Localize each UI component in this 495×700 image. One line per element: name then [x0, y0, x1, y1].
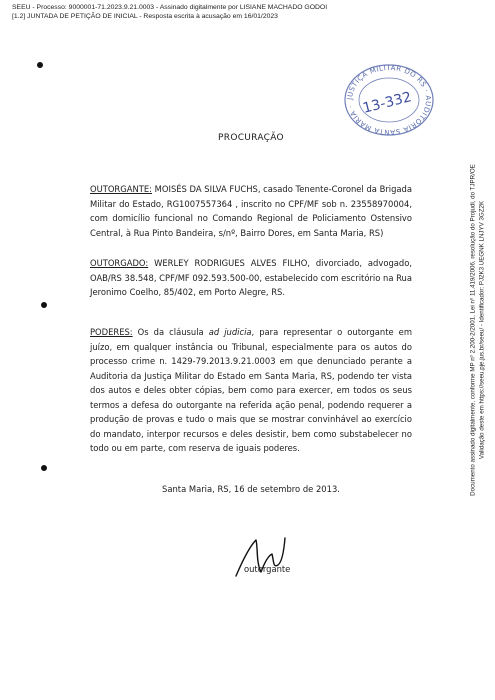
outorgante-paragraph [90, 182, 412, 240]
outorgante-label: OUTORGANTE: [90, 184, 152, 194]
outorgado-text: WERLEY RODRIGUES ALVES FILHO, divorciado, advogado, OAB/RS 38.548, CPF/MF 092.593.500-00, estabelecido com escritório na Rua Jeronimo Coelho, 85/402, em Porto Alegre, RS. [90, 258, 412, 297]
poderes-text-a: Os da cláusula [132, 327, 209, 337]
poderes-italic: ad judicia [208, 327, 252, 337]
handwritten-signature [228, 532, 298, 582]
punch-hole-lower [41, 465, 47, 471]
poderes-label: PODERES: [90, 327, 133, 337]
punch-hole-upper [41, 302, 47, 308]
signature-label: outorgante [244, 564, 291, 574]
punch-hole-top [37, 62, 43, 68]
outorgado-label: OUTORGADO: [90, 258, 149, 268]
side-note-line-2: Validação deste em https://seeu.pje.jus.br/seeu/ - Identificador: PJ2K3 UEGNK LNJYV 3GZ2K [478, 200, 485, 460]
poderes-paragraph [90, 325, 412, 456]
side-note-line-1: Documento assinado digitalmente, conforme MP nº 2.200-2/2001, Lei nº 11.419/2006, resolução do Projudi, do TJPR/OE [469, 164, 477, 496]
digital-signature-note [470, 20, 487, 640]
document-title: PROCURAÇÃO [218, 133, 284, 143]
poderes-text-b: , para representar o outorgante em juízo, em qualquer instância ou Tribunal, especialmente para os autos do processo crime n. 1429-79.2013.9.21.0003 em que denunciado perante a Auditoria da Justiça Militar do Estado em Santa Maria, RS, podendo ter vista dos autos e deles obter cópias, bem como para exercer, em todos os seus termos a defesa do outorgante na referida ação penal, podendo requerer a produção de provas e tudo o mais que se mostrar convinhável ao exercício do mandato, interpor recursos e deles desistir, bem como substabelecer no todo ou em parte, com reserva de iguais poderes. [90, 327, 412, 453]
outorgado-paragraph [90, 256, 412, 300]
stamp-page-number: 13-332 [361, 89, 414, 117]
header-line-1: SEEU - Processo: 9000001-71.2023.9.21.0003 - Assinado digitalmente por LISIANE MACHADO GODOI [12, 4, 328, 11]
outorgante-text: MOISÉS DA SILVA FUCHS, casado Tenente-Coronel da Brigada Militar do Estado, RG1007557364 , inscrito no CPF/MF sob n. 23558970004, com domicílio funcional no Comando Regional de Policiamento Ostensivo Central, à Rua Pinto Bandeira, s/nº, Bairro Dores, em Santa Maria, RS) [90, 184, 412, 238]
court-stamp [340, 62, 438, 138]
stamp-text: JUSTIÇA MILITAR DO RS · AUDITORIA SANTA MARIA · [345, 63, 433, 137]
document-header [12, 3, 452, 21]
header-line-2: [1.2] JUNTADA DE PETIÇÃO DE INICIAL - Resposta escrita à acusação em 16/01/2023 [12, 13, 278, 20]
document-date: Santa Maria, RS, 16 de setembro de 2013. [162, 484, 340, 494]
